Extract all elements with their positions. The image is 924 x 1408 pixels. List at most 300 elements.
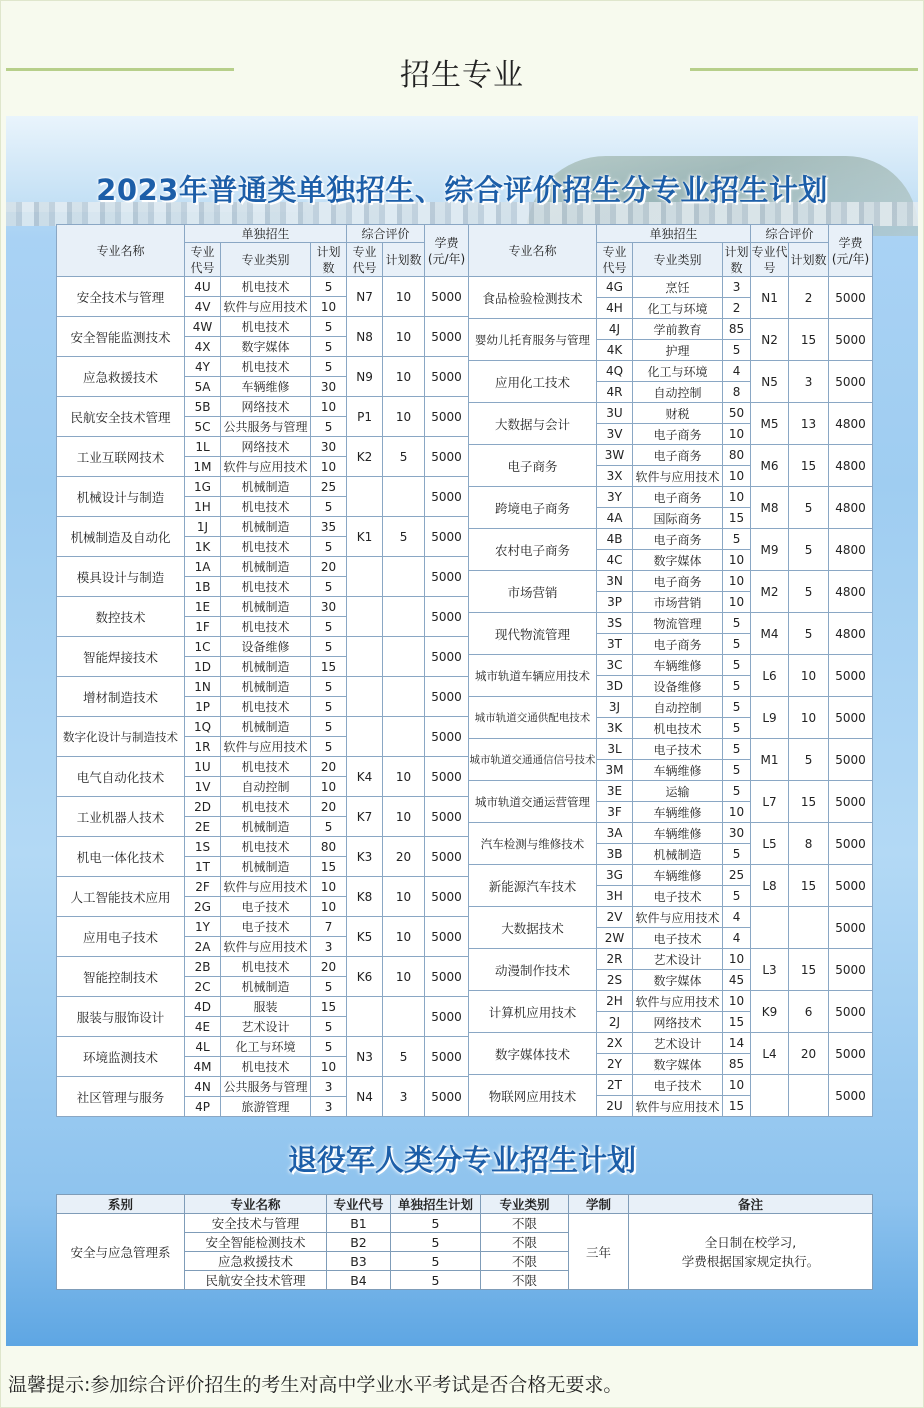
major-code: 2G [185, 897, 221, 917]
major-code: 4G [597, 277, 633, 298]
tuition-fee: 5000 [829, 865, 873, 907]
plan-count: 5 [723, 781, 751, 802]
plan-count: 5 [723, 697, 751, 718]
comp-code [751, 907, 789, 949]
tuition-fee: 4800 [829, 403, 873, 445]
major-code: 3E [597, 781, 633, 802]
major-code: 3L [597, 739, 633, 760]
tuition-fee: 5000 [425, 917, 469, 957]
major-category: 软件与应用技术 [221, 937, 311, 957]
comp-code [347, 637, 383, 677]
vet-major: 安全技术与管理 [185, 1214, 327, 1233]
major-name: 人工智能技术应用 [57, 877, 185, 917]
major-category: 机电技术 [221, 757, 311, 777]
major-code: 2S [597, 970, 633, 991]
vet-remark-line2: 学费根据国家规定执行。 [681, 1253, 820, 1269]
table-row [57, 557, 469, 577]
major-code: 2U [597, 1096, 633, 1117]
table-row [469, 655, 873, 676]
tuition-fee: 5000 [425, 477, 469, 517]
comp-code [347, 677, 383, 717]
comp-plan: 5 [789, 739, 829, 781]
table-row [469, 1075, 873, 1096]
plan-count: 5 [311, 317, 347, 337]
table-row [57, 1214, 873, 1233]
major-category: 车辆维修 [633, 823, 723, 844]
major-category: 机械制造 [221, 977, 311, 997]
tuition-fee: 4800 [829, 529, 873, 571]
plan-count: 5 [311, 977, 347, 997]
section-header [0, 40, 924, 100]
comp-code [751, 1075, 789, 1117]
plan-count: 30 [311, 377, 347, 397]
major-category: 机电技术 [221, 837, 311, 857]
major-code: 3X [597, 466, 633, 487]
table-row [469, 571, 873, 592]
plan-count: 8 [723, 382, 751, 403]
table-row [469, 529, 873, 550]
major-category: 自动控制 [633, 382, 723, 403]
comp-code: K5 [347, 917, 383, 957]
poster-title: 2023年普通类单独招生、综合评价招生分专业招生计划 [96, 173, 828, 207]
major-category: 机械制造 [221, 477, 311, 497]
major-category: 数字媒体 [633, 1054, 723, 1075]
major-name: 安全智能监测技术 [57, 317, 185, 357]
major-category: 网络技术 [221, 437, 311, 457]
tuition-fee: 5000 [829, 949, 873, 991]
plan-count: 5 [311, 337, 347, 357]
table-row [57, 717, 469, 737]
plan-count: 10 [723, 424, 751, 445]
plan-count: 5 [723, 655, 751, 676]
major-category: 学前教育 [633, 319, 723, 340]
table-row [57, 597, 469, 617]
major-code: 3H [597, 886, 633, 907]
major-code: 1Q [185, 717, 221, 737]
major-category: 机械制造 [221, 857, 311, 877]
major-code: 1G [185, 477, 221, 497]
major-name: 数字化设计与制造技术 [57, 717, 185, 757]
major-code: 3J [597, 697, 633, 718]
vet-category: 不限 [481, 1233, 569, 1252]
comp-plan: 15 [789, 781, 829, 823]
major-code: 3W [597, 445, 633, 466]
major-code: 2B [185, 957, 221, 977]
table-row [57, 477, 469, 497]
plan-count: 5 [723, 844, 751, 865]
header-comp-plan: 计划数 [383, 243, 425, 277]
plan-count: 5 [311, 537, 347, 557]
table-row [57, 517, 469, 537]
comp-code: K1 [347, 517, 383, 557]
comp-plan [383, 997, 425, 1037]
table-row [57, 837, 469, 857]
tuition-fee: 5000 [829, 823, 873, 865]
major-category: 化工与环境 [633, 361, 723, 382]
major-category: 数字媒体 [221, 337, 311, 357]
comp-code: M6 [751, 445, 789, 487]
plan-count: 5 [311, 677, 347, 697]
tuition-fee: 5000 [425, 397, 469, 437]
plan-count: 5 [311, 637, 347, 657]
tuition-fee: 4800 [829, 445, 873, 487]
major-code: 4C [597, 550, 633, 571]
plan-count: 20 [311, 557, 347, 577]
table-row [469, 907, 873, 928]
tuition-fee: 4800 [829, 613, 873, 655]
tuition-fee: 5000 [425, 1077, 469, 1117]
tuition-fee: 5000 [829, 907, 873, 949]
table-row [57, 357, 469, 377]
comp-plan [789, 1075, 829, 1117]
comp-code: N5 [751, 361, 789, 403]
major-category: 电子技术 [221, 897, 311, 917]
plan-count: 35 [311, 517, 347, 537]
comp-code: N3 [347, 1037, 383, 1077]
vet-major: 民航安全技术管理 [185, 1271, 327, 1290]
table-row [469, 949, 873, 970]
major-category: 电子商务 [633, 424, 723, 445]
major-category: 机电技术 [221, 957, 311, 977]
major-code: 4M [185, 1057, 221, 1077]
comp-plan: 20 [383, 837, 425, 877]
major-code: 1C [185, 637, 221, 657]
major-code: 4L [185, 1037, 221, 1057]
plan-count: 5 [311, 1017, 347, 1037]
comp-code: P1 [347, 397, 383, 437]
major-code: 1N [185, 677, 221, 697]
major-code: 3M [597, 760, 633, 781]
major-code: 2H [597, 991, 633, 1012]
plan-count: 5 [723, 340, 751, 361]
table-row [57, 277, 469, 297]
vet-code: B2 [327, 1233, 391, 1252]
tuition-fee: 5000 [829, 361, 873, 403]
major-code: 2C [185, 977, 221, 997]
tuition-fee: 5000 [425, 717, 469, 757]
major-code: 1M [185, 457, 221, 477]
comp-plan: 15 [789, 865, 829, 907]
comp-plan [383, 677, 425, 717]
major-category: 机电技术 [221, 797, 311, 817]
major-name: 应用化工技术 [469, 361, 597, 403]
major-category: 机电技术 [221, 357, 311, 377]
table-row [469, 865, 873, 886]
major-code: 4K [597, 340, 633, 361]
major-category: 国际商务 [633, 508, 723, 529]
comp-plan: 15 [789, 319, 829, 361]
header-comp-plan-right: 计划数 [789, 243, 829, 277]
major-category: 机电技术 [633, 718, 723, 739]
major-category: 机械制造 [633, 844, 723, 865]
vet-header-remark: 备注 [629, 1195, 873, 1214]
major-code: 4A [597, 508, 633, 529]
major-code: 2E [185, 817, 221, 837]
plan-count: 10 [311, 897, 347, 917]
vet-department: 安全与应急管理系 [57, 1214, 185, 1290]
major-category: 车辆维修 [221, 377, 311, 397]
plan-count: 10 [723, 571, 751, 592]
plan-count: 50 [723, 403, 751, 424]
table-row [469, 403, 873, 424]
comp-code: N4 [347, 1077, 383, 1117]
table-row [57, 437, 469, 457]
plan-count: 5 [311, 497, 347, 517]
table-row [469, 739, 873, 760]
vet-plan: 5 [391, 1233, 481, 1252]
major-code: 2A [185, 937, 221, 957]
major-category: 软件与应用技术 [221, 297, 311, 317]
header-fee: 学费(元/年) [425, 225, 469, 277]
major-code: 2J [597, 1012, 633, 1033]
major-category: 服装 [221, 997, 311, 1017]
tuition-fee: 5000 [425, 517, 469, 557]
major-code: 1Y [185, 917, 221, 937]
major-name: 婴幼儿托育服务与管理 [469, 319, 597, 361]
plan-count: 10 [723, 991, 751, 1012]
major-code: 3P [597, 592, 633, 613]
comp-code: K7 [347, 797, 383, 837]
plan-count: 10 [311, 397, 347, 417]
major-category: 车辆维修 [633, 865, 723, 886]
comp-code: K8 [347, 877, 383, 917]
major-category: 护理 [633, 340, 723, 361]
plan-count: 5 [723, 739, 751, 760]
tuition-fee: 5000 [425, 557, 469, 597]
plan-count: 30 [311, 437, 347, 457]
major-code: 2T [597, 1075, 633, 1096]
comp-plan: 10 [383, 757, 425, 797]
comp-code: M9 [751, 529, 789, 571]
table-row [469, 319, 873, 340]
plan-count: 85 [723, 319, 751, 340]
tuition-fee: 5000 [425, 677, 469, 717]
comp-code: M8 [751, 487, 789, 529]
major-category: 电子商务 [633, 634, 723, 655]
comp-code: N7 [347, 277, 383, 317]
comp-plan: 15 [789, 445, 829, 487]
tuition-fee: 5000 [425, 637, 469, 677]
major-code: 1D [185, 657, 221, 677]
major-category: 车辆维修 [633, 655, 723, 676]
vet-category: 不限 [481, 1252, 569, 1271]
major-name: 应急救援技术 [57, 357, 185, 397]
vet-category: 不限 [481, 1271, 569, 1290]
plan-count: 15 [723, 1096, 751, 1117]
major-category: 机械制造 [221, 657, 311, 677]
major-code: 4Y [185, 357, 221, 377]
comp-plan: 5 [383, 1037, 425, 1077]
tuition-fee: 5000 [829, 1033, 873, 1075]
tuition-fee: 5000 [425, 877, 469, 917]
plan-count: 10 [723, 949, 751, 970]
plan-count: 15 [723, 1012, 751, 1033]
major-category: 电子技术 [633, 1075, 723, 1096]
major-name: 城市轨道交通通信信号技术 [469, 739, 597, 781]
comp-plan [789, 907, 829, 949]
comp-plan: 10 [383, 317, 425, 357]
major-category: 网络技术 [221, 397, 311, 417]
major-name: 服装与服饰设计 [57, 997, 185, 1037]
header-category-right: 专业类别 [633, 243, 723, 277]
plan-count: 5 [311, 577, 347, 597]
table-row [469, 823, 873, 844]
major-code: 3F [597, 802, 633, 823]
major-code: 1S [185, 837, 221, 857]
plan-count: 5 [723, 529, 751, 550]
major-category: 物流管理 [633, 613, 723, 634]
plan-count: 5 [311, 617, 347, 637]
table-row [469, 781, 873, 802]
table-row [57, 397, 469, 417]
comp-code [347, 597, 383, 637]
major-name: 智能焊接技术 [57, 637, 185, 677]
tuition-fee: 5000 [425, 437, 469, 477]
plan-count: 25 [723, 865, 751, 886]
tuition-fee: 4800 [829, 571, 873, 613]
major-code: 5C [185, 417, 221, 437]
major-category: 艺术设计 [221, 1017, 311, 1037]
plan-count: 10 [311, 777, 347, 797]
plan-count: 5 [311, 417, 347, 437]
major-category: 运输 [633, 781, 723, 802]
major-category: 机械制造 [221, 817, 311, 837]
major-name: 工业互联网技术 [57, 437, 185, 477]
table-row [57, 317, 469, 337]
major-name: 增材制造技术 [57, 677, 185, 717]
comp-plan [383, 717, 425, 757]
comp-code: K3 [347, 837, 383, 877]
comp-code [347, 997, 383, 1037]
right-plan-table [468, 224, 873, 1117]
comp-code: K6 [347, 957, 383, 997]
major-code: 4X [185, 337, 221, 357]
plan-count: 4 [723, 907, 751, 928]
major-category: 旅游管理 [221, 1097, 311, 1117]
comp-code: L9 [751, 697, 789, 739]
table-row [57, 1037, 469, 1057]
comp-plan: 3 [789, 361, 829, 403]
plan-count: 45 [723, 970, 751, 991]
major-name: 环境监测技术 [57, 1037, 185, 1077]
comp-plan: 5 [789, 529, 829, 571]
major-category: 机械制造 [221, 517, 311, 537]
plan-count: 10 [723, 550, 751, 571]
plan-count: 5 [311, 357, 347, 377]
comp-code: M2 [751, 571, 789, 613]
tuition-fee: 5000 [425, 357, 469, 397]
plan-count: 10 [723, 592, 751, 613]
plan-count: 20 [311, 757, 347, 777]
major-name: 安全技术与管理 [57, 277, 185, 317]
tuition-fee: 4800 [829, 487, 873, 529]
major-code: 1F [185, 617, 221, 637]
comp-plan: 10 [789, 655, 829, 697]
major-category: 软件与应用技术 [221, 737, 311, 757]
comp-code: L6 [751, 655, 789, 697]
major-name: 动漫制作技术 [469, 949, 597, 991]
table-row [469, 445, 873, 466]
comp-plan: 5 [789, 571, 829, 613]
comp-code [347, 557, 383, 597]
plan-count: 10 [723, 487, 751, 508]
vet-header-plan: 单独招生计划 [391, 1195, 481, 1214]
comp-plan [383, 637, 425, 677]
plan-count: 10 [311, 1057, 347, 1077]
tuition-fee: 5000 [425, 1037, 469, 1077]
major-name: 城市轨道车辆应用技术 [469, 655, 597, 697]
major-code: 2V [597, 907, 633, 928]
major-name: 食品检验检测技术 [469, 277, 597, 319]
comp-code: K4 [347, 757, 383, 797]
major-name: 新能源汽车技术 [469, 865, 597, 907]
comp-plan: 10 [383, 917, 425, 957]
vet-plan: 5 [391, 1214, 481, 1233]
comp-plan: 13 [789, 403, 829, 445]
header-comp-code-right: 专业代号 [751, 244, 788, 275]
major-code: 3V [597, 424, 633, 445]
major-category: 数字媒体 [633, 550, 723, 571]
table-row [469, 361, 873, 382]
major-category: 软件与应用技术 [633, 1096, 723, 1117]
plan-count: 30 [311, 597, 347, 617]
major-code: 2W [597, 928, 633, 949]
major-category: 车辆维修 [633, 802, 723, 823]
major-name: 汽车检测与维修技术 [469, 823, 597, 865]
major-category: 市场营销 [633, 592, 723, 613]
tuition-fee: 5000 [829, 277, 873, 319]
major-name: 社区管理与服务 [57, 1077, 185, 1117]
major-category: 财税 [633, 403, 723, 424]
comp-plan: 5 [383, 517, 425, 557]
plan-count: 5 [723, 886, 751, 907]
table-row [469, 487, 873, 508]
tuition-fee: 5000 [829, 991, 873, 1033]
major-category: 电子技术 [633, 928, 723, 949]
plan-count: 15 [311, 657, 347, 677]
plan-count: 5 [723, 676, 751, 697]
tuition-fee: 5000 [829, 697, 873, 739]
header-major-right: 专业名称 [469, 225, 597, 277]
major-code: 3A [597, 823, 633, 844]
major-category: 软件与应用技术 [633, 466, 723, 487]
plan-count: 80 [723, 445, 751, 466]
major-code: 4E [185, 1017, 221, 1037]
major-code: 1B [185, 577, 221, 597]
comp-code: L8 [751, 865, 789, 907]
header-single-right: 单独招生 [597, 225, 751, 243]
major-category: 艺术设计 [633, 1033, 723, 1054]
comp-code: M4 [751, 613, 789, 655]
plan-count: 85 [723, 1054, 751, 1075]
major-name: 电子商务 [469, 445, 597, 487]
major-category: 机电技术 [221, 617, 311, 637]
plan-count: 5 [311, 697, 347, 717]
table-row [57, 997, 469, 1017]
major-category: 机电技术 [221, 317, 311, 337]
plan-count: 14 [723, 1033, 751, 1054]
plan-count: 5 [723, 760, 751, 781]
major-code: 4H [597, 298, 633, 319]
tuition-fee: 5000 [829, 319, 873, 361]
table-row [469, 697, 873, 718]
major-code: 4N [185, 1077, 221, 1097]
comp-plan: 15 [789, 949, 829, 991]
plan-count: 80 [311, 837, 347, 857]
table-row [57, 1077, 469, 1097]
comp-plan: 10 [383, 357, 425, 397]
plan-count: 15 [311, 857, 347, 877]
